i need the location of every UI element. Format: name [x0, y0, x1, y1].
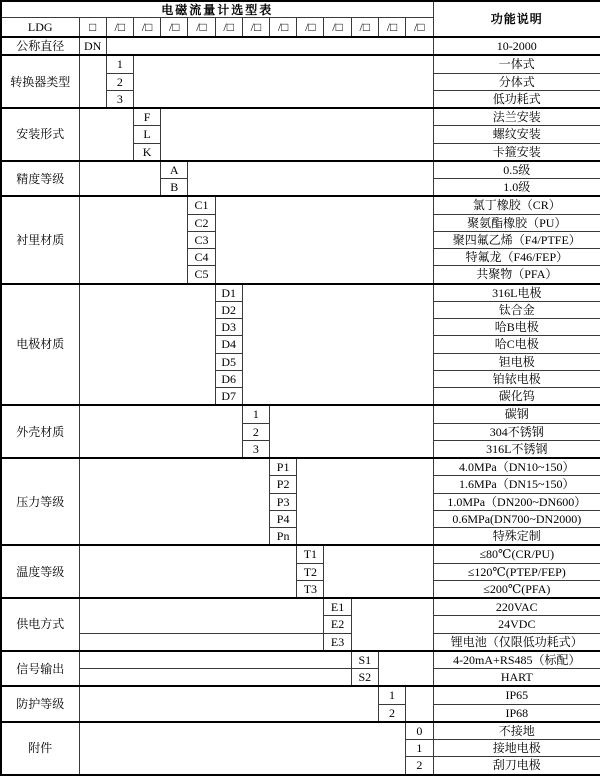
model-code-slot: /□	[406, 18, 433, 38]
code-cell-pressure-p1: P1	[270, 458, 297, 476]
filler-cell	[133, 55, 433, 108]
code-cell-pressure-p3: P3	[270, 493, 297, 510]
model-code-slot: /□	[161, 18, 188, 38]
code-cell-protection-2: 2	[378, 704, 405, 722]
category-label-pressure-rating: 压力等级	[1, 458, 79, 545]
filler-cell	[242, 284, 433, 406]
filler-cell	[79, 598, 324, 633]
function-cell: 特殊定制	[433, 528, 600, 546]
category-label-accuracy-class: 精度等级	[1, 161, 79, 197]
category-label-electrode-material: 电极材质	[1, 284, 79, 406]
filler-cell	[79, 651, 351, 669]
function-cell: 24VDC	[433, 616, 600, 633]
model-code-slot: /□	[133, 18, 160, 38]
filler-cell	[79, 405, 242, 458]
code-cell-pressure-p2: P2	[270, 476, 297, 493]
code-cell-protection-1: 1	[378, 686, 405, 704]
code-cell-housing-1: 1	[242, 405, 269, 423]
code-cell-electrode-d4: D4	[215, 336, 242, 353]
function-column-header: 功能说明	[433, 1, 600, 37]
model-code-slot: /□	[378, 18, 405, 38]
model-code-slot: /□	[215, 18, 242, 38]
code-cell-housing-3: 3	[242, 440, 269, 458]
filler-cell	[79, 161, 161, 197]
filler-cell	[324, 545, 433, 598]
model-code-slot: /□	[106, 18, 133, 38]
code-cell-accuracy-b: B	[161, 179, 188, 197]
function-cell: IP68	[433, 704, 600, 722]
code-cell-signal-s1: S1	[351, 651, 378, 669]
filler-cell	[79, 196, 188, 283]
function-cell: 316L不锈钢	[433, 440, 600, 458]
function-cell: 钽电极	[433, 353, 600, 370]
model-code-slot: /□	[351, 18, 378, 38]
function-cell: 哈C电极	[433, 336, 600, 353]
code-cell-electrode-d1: D1	[215, 284, 242, 302]
filler-cell	[79, 545, 297, 598]
function-cell: 1.6MPa（DN15~150）	[433, 476, 600, 493]
code-cell-lining-c1: C1	[188, 196, 215, 214]
filler-cell	[378, 651, 433, 687]
code-cell-accuracy-a: A	[161, 161, 188, 179]
function-cell: 法兰安装	[433, 108, 600, 126]
code-cell-electrode-d7: D7	[215, 388, 242, 406]
code-cell-housing-2: 2	[242, 423, 269, 440]
code-cell-pressure-pn: Pn	[270, 528, 297, 546]
filler-cell	[79, 633, 324, 651]
function-cell: 不接地	[433, 722, 600, 740]
filler-cell	[79, 55, 106, 108]
function-cell: 4.0MPa（DN10~150）	[433, 458, 600, 476]
model-code-label: LDG	[1, 18, 79, 38]
code-cell-electrode-d2: D2	[215, 301, 242, 318]
function-cell: 4-20mA+RS485（标配）	[433, 651, 600, 669]
function-cell: 共聚物（PFA）	[433, 266, 600, 284]
function-cell: 10-2000	[433, 37, 600, 55]
function-cell: 分体式	[433, 73, 600, 90]
category-label-protection-rating: 防护等级	[1, 686, 79, 722]
function-cell: 一体式	[433, 55, 600, 73]
filler-cell	[188, 161, 433, 197]
filler-cell	[79, 669, 351, 687]
function-cell: 钛合金	[433, 301, 600, 318]
function-cell: 聚氨酯橡胶（PU）	[433, 214, 600, 231]
filler-cell	[79, 686, 378, 722]
filler-cell	[79, 458, 270, 545]
function-cell: IP65	[433, 686, 600, 704]
category-label-nominal-diameter: 公称直径	[1, 37, 79, 55]
category-label-power-supply: 供电方式	[1, 598, 79, 651]
code-cell-accessory-2: 2	[406, 757, 433, 775]
code-cell-accessory-0: 0	[406, 722, 433, 740]
function-cell: 聚四氟乙烯（F4/PTFE）	[433, 231, 600, 248]
code-cell-pressure-p4: P4	[270, 510, 297, 527]
function-cell: 氯丁橡胶（CR）	[433, 196, 600, 214]
function-cell: 铂铱电极	[433, 370, 600, 387]
model-code-slot: /□	[270, 18, 297, 38]
model-box-slot: □	[79, 18, 106, 38]
category-label-converter-type: 转换器类型	[1, 55, 79, 108]
filler-cell	[161, 108, 433, 161]
filler-cell	[79, 284, 215, 406]
function-cell: 316L电极	[433, 284, 600, 302]
code-cell-electrode-d3: D3	[215, 319, 242, 336]
function-cell: ≤200℃(PFA)	[433, 580, 600, 598]
table-title: 电磁流量计选型表	[1, 1, 433, 18]
filler-cell	[215, 196, 433, 283]
category-label-signal-output: 信号输出	[1, 651, 79, 687]
function-cell: 螺纹安装	[433, 126, 600, 143]
function-cell: 0.6MPa(DN700~DN2000)	[433, 510, 600, 527]
category-label-temperature-rating: 温度等级	[1, 545, 79, 598]
code-cell-electrode-d6: D6	[215, 370, 242, 387]
function-cell: 接地电极	[433, 740, 600, 757]
function-cell: 碳化钨	[433, 388, 600, 406]
code-cell-converter-type-1: 1	[106, 55, 133, 73]
function-cell: 0.5级	[433, 161, 600, 179]
function-cell: 卡箍安装	[433, 143, 600, 161]
function-cell: 刮刀电极	[433, 757, 600, 775]
code-cell-nominal-diameter-dn: DN	[79, 37, 106, 55]
code-cell-lining-c4: C4	[188, 249, 215, 266]
code-cell-temperature-t3: T3	[297, 580, 324, 598]
code-cell-power-e2: E2	[324, 616, 351, 633]
code-cell-temperature-t1: T1	[297, 545, 324, 563]
function-cell: 碳钢	[433, 405, 600, 423]
code-cell-converter-type-2: 2	[106, 73, 133, 90]
code-cell-power-e1: E1	[324, 598, 351, 616]
function-cell: 哈B电极	[433, 319, 600, 336]
function-cell: 1.0MPa（DN200~DN600）	[433, 493, 600, 510]
function-cell: 低功耗式	[433, 90, 600, 108]
filler-cell	[297, 458, 433, 545]
function-cell: 304不锈钢	[433, 423, 600, 440]
code-cell-converter-type-3: 3	[106, 90, 133, 108]
model-code-slot: /□	[297, 18, 324, 38]
code-cell-temperature-t2: T2	[297, 563, 324, 580]
function-cell: 特氟龙（F46/FEP）	[433, 249, 600, 266]
code-cell-mounting-k: K	[133, 143, 160, 161]
category-label-accessories: 附件	[1, 722, 79, 775]
filler-cell	[270, 405, 434, 458]
filler-cell	[406, 686, 433, 722]
code-cell-power-e3: E3	[324, 633, 351, 651]
model-code-slot: /□	[188, 18, 215, 38]
code-cell-mounting-f: F	[133, 108, 160, 126]
code-cell-electrode-d5: D5	[215, 353, 242, 370]
function-cell: 220VAC	[433, 598, 600, 616]
filler-cell	[351, 598, 433, 651]
category-label-mounting-type: 安装形式	[1, 108, 79, 161]
filler-cell	[79, 722, 406, 775]
code-cell-lining-c2: C2	[188, 214, 215, 231]
category-label-lining-material: 衬里材质	[1, 196, 79, 283]
function-cell: 1.0级	[433, 179, 600, 197]
model-code-slot: /□	[324, 18, 351, 38]
filler-cell	[79, 108, 133, 161]
category-label-housing-material: 外壳材质	[1, 405, 79, 458]
code-cell-mounting-l: L	[133, 126, 160, 143]
code-cell-accessory-1: 1	[406, 740, 433, 757]
model-code-slot: /□	[242, 18, 269, 38]
code-cell-signal-s2: S2	[351, 669, 378, 687]
function-cell: ≤120℃(PTEP/FEP)	[433, 563, 600, 580]
function-cell: HART	[433, 669, 600, 687]
code-cell-lining-c3: C3	[188, 231, 215, 248]
code-cell-lining-c5: C5	[188, 266, 215, 284]
filler-cell	[106, 37, 433, 55]
function-cell: 锂电池（仅限低功耗式）	[433, 633, 600, 651]
function-cell: ≤80℃(CR/PU)	[433, 545, 600, 563]
